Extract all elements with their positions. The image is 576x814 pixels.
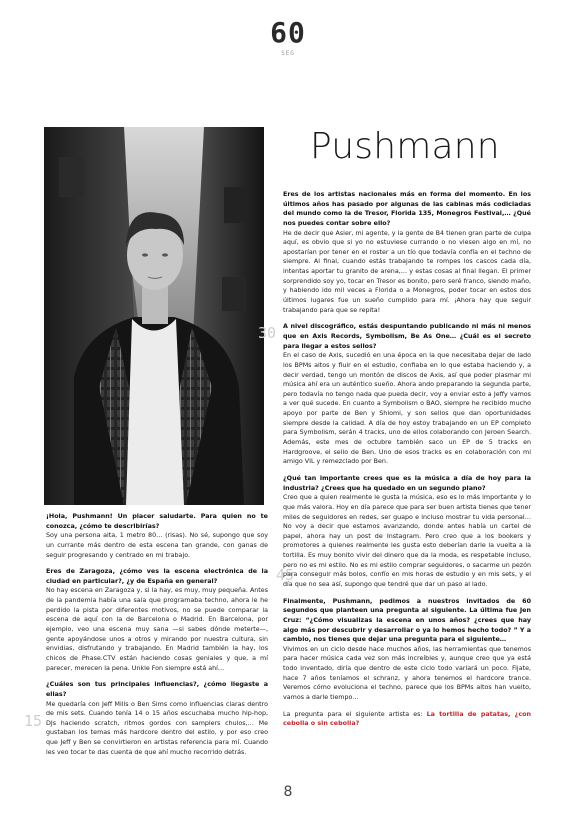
question: ¿Cuáles son tus principales influencias?, ¿cómo llegaste a ellas? <box>46 681 268 698</box>
marker-15: 15 <box>24 712 43 730</box>
right-column <box>283 190 531 729</box>
question: Eres de Zaragoza, ¿cómo ves la escena electrónica de la ciudad en particular?, ¿y de España en general? <box>46 568 268 585</box>
portrait-photo <box>44 127 264 505</box>
answer: Me quedaría con Jeff Mills o Ben Sims como influencias claras dentro de mis sets. Cuando tenía 14 o 15 años escuchaba mucho hip-hop, DJs haciendo scratch, ritmos gordos con samplers chulos,… Me gustaban los temas más hardcore dentro del estilo, y por eso creo que Jeff y Ben se convirtieron en artistas referencia para mí. Cuando les veo tocar te das cuenta de que ahí mucho recorrido detrás. <box>46 700 268 756</box>
marker-30: 30 <box>258 324 277 342</box>
question: Finalmente, Pushmann, pedimos a nuestros invitados de 60 segundos que planteen una pregunta al siguiente. La última fue Jen Cruz: “¿Cómo visualizas la escena en unos años? ¿crees que hay algo más por descubrir y desarrollar o ya lo hemos hecho todo? ” Y a cambio, nos tienes que dejar una pregunta para el siguiente… <box>283 597 531 644</box>
closing-highlight: La tortilla de patatas, ¿con cebolla o sin cebolla? <box>283 710 531 728</box>
question: A nivel discográfico, estás despuntando publicando ni más ni menos que en Axis Records, Symbolism, Be As One… ¿Cuál es el secreto para llegar a estos sellos? <box>283 323 531 350</box>
question: ¡Hola, Pushmann! Un placer saludarte. Para quien no te conozca, ¿cómo te describirías? <box>46 513 268 530</box>
left-column <box>46 512 268 764</box>
header-number: 60 <box>270 16 306 49</box>
answer: He de decir que Asier, mi agente, y la gente de B4 tienen gran parte de culpa aquí, es obvio que si yo no estuviese currando o no viesen algo en mí, no apostarían por tener en el roster a un tío que todavía confía en el techno de siempre. Al final, cuando estás trabajando te rompes los cascos cada día, intentas aportar tu granito de arena,… y estas cosas al final llegan. El primer sorprendido soy yo, tocar en Tresor es bonito, pero seré franco, siendo maño, y habiendo ido mil veces a Florida o a Monegros, poder tocar en estos dos últimos lugares fue un sueño cumplido para mí. ¡Ahora hay que seguir trabajando para que se repita! <box>283 229 531 314</box>
header-subnumber: SEG <box>281 50 295 57</box>
article-title: Pushmann <box>310 126 500 167</box>
question: ¿Qué tan importante crees que es la música a día de hoy para la industria? ¿Crees que ha quedado en un segundo plano? <box>283 474 531 492</box>
answer: Soy una persona alta, 1 metro 80… (risas). No sé, supongo que soy un currante más dentro de esta escena tan grande, con ganas de seguir progresando y centrado en mi trabajo. <box>46 532 268 559</box>
marker-45: 45 <box>276 566 295 584</box>
answer: En el caso de Axis, sucedió en una época en la que necesitaba dejar de lado los BPMs altos y fluir en el estudio, confiaba en lo que estaba haciendo y, a decir verdad, tengo un montón de discos de Axis, así que poder plasmar mi música ahí era un auténtico sueño. Ahora ando preparando la segunda parte, pero todavía no tengo nada que pueda decir, voy a enviar esto a Jeffy vamos a ver qué sucede. En cuanto a Symbolism o BAO, siempre he recibido mucho apoyo por parte de Ben y Shlomi, y son sellos que dan oportunidades siempre desde la calidad. A día de hoy estoy trabajando en un EP completo para Symbolism, serán 4 tracks, uno de ellos colaborando con Jeroen Search. Además, este mes de octubre también saco un EP de 5 tracks en Hardgroove, el sello de Ben. Uno de esos tracks es en colaboración con mi amigo VIL y remezclado por Ben. <box>283 352 531 466</box>
question: Eres de los artistas nacionales más en forma del momento. En los últimos años has pasado por algunas de las cabinas más codiciadas del mundo como la de Tresor, Florida 135, Monegros Festival,… ¿Qué nos puedes contar sobre ello? <box>283 191 531 227</box>
answer: Vivimos en un ciclo desde hace muchos años, las herramientas que tenemos para hacer música cada vez son más increíbles y, aunque creo que ya está todo inventado, diría que dentro de este ciclo todo variará un poco. Fijate, hace 7 años teníamos el schranz, y ahora tenemos el hardcore trance. Veremos cómo evoluciona el techno, parece que los BPMs altos han vuelto, vamos a darle tiempo… <box>283 645 531 702</box>
portrait-photo-image <box>44 127 264 505</box>
page-number: 8 <box>283 784 293 800</box>
answer: Creo que a quien realmente le gusta la música, eso es lo más importante y lo que más valora. Hoy en día parece que para ser buen artista tienes que tener miles de seguidores en redes, ser guapo e incluso mostrar tu vida personal… No voy a decir que estamos avanzando, donde antes había un cartel de papel, ahora hay un post de Instagram. Pero creo que a los bookers y promotores a quienes realmente les gusta esto deberían darle la vuelta a la tortilla. Es muy bonito vivir del dinero que da la moda, es respetable incluso, pero no es mi estilo. No es mi estilo comprar seguidores, o sacarme un pezón para conseguir más bolos, confío en mis horas de estudio y en mis sets, y el día que no sea así, supongo que tendré que dar un paso al lado. <box>283 494 531 588</box>
closing-text: La pregunta para el siguiente artista es: <box>283 710 427 718</box>
closing-question <box>283 710 531 729</box>
answer: No hay escena en Zaragoza y, si la hay, es muy, muy pequeña. Antes de la pandemia había una sala que programaba techno, ahora le he perdido la pista por diferentes motivos, no se puede comparar la escena de aquí con la de Barcelona o Madrid. En Barcelona, por ejemplo, veo una escena muy sana —si sabes dónde meterte—, gente apoyándose unos a otros y mirando por nuestra cultura, sin envidias, disfrutando y trabajando. En Madrid también la hay, los chicos de Phase.CTV están haciendo cosas geniales y que, a mí parecer, merecen la pena. Unkle Fon siempre está ahí… <box>46 587 268 672</box>
